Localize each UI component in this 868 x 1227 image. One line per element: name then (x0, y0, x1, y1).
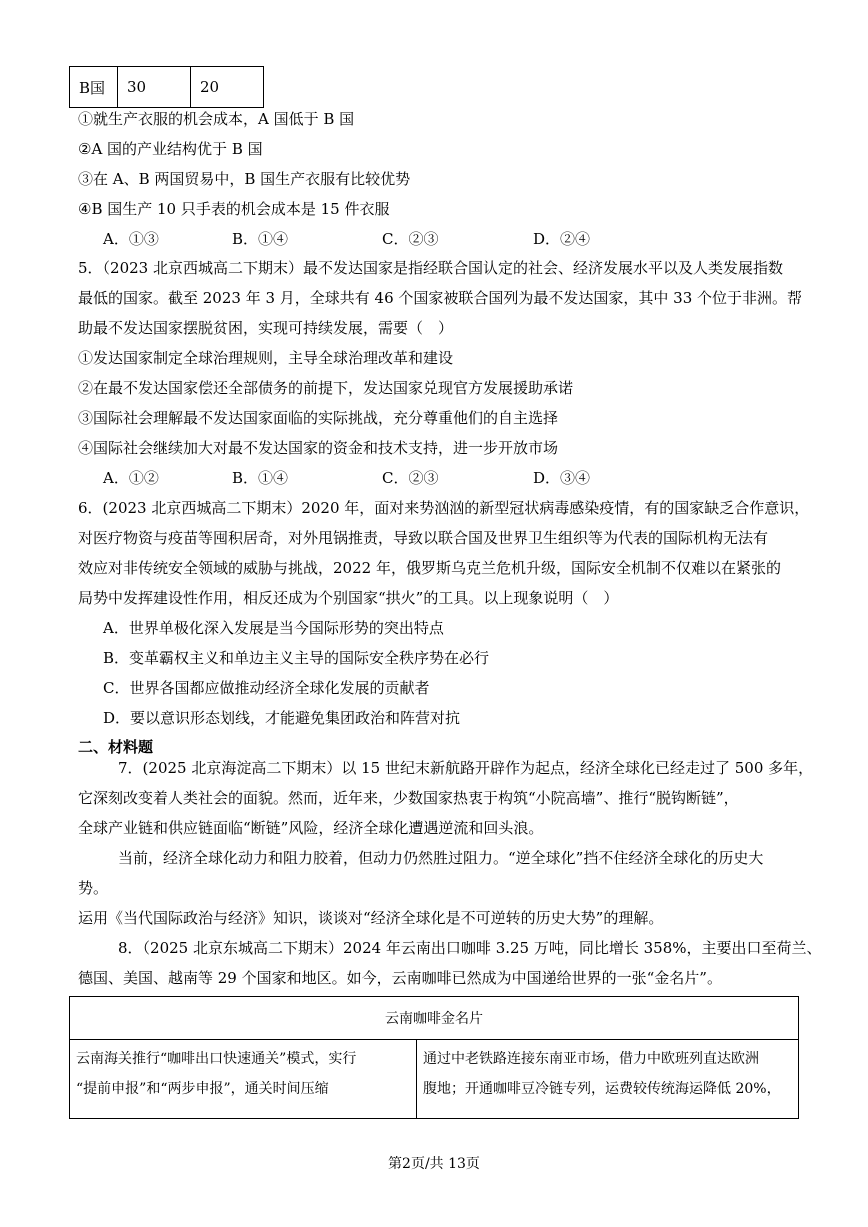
q4-statement-3: ③在 A、B 两国贸易中，B 国生产衣服有比较优势 (78, 170, 411, 188)
cell-line: “提前申报”和“两步申报”，通关时间压缩 (76, 1081, 329, 1097)
q4-statement-2: ②A 国的产业结构优于 B 国 (78, 140, 263, 158)
q7-question: 运用《当代国际政治与经济》知识，谈谈对“经济全球化是不可逆转的历史大势”的理解。 (78, 909, 664, 927)
table-cell (417, 1040, 799, 1119)
q5-option-c[interactable]: C．②③ (382, 469, 439, 487)
q5-stem-line: 最低的国家。截至 2023 年 3 月，全球共有 46 个国家被联合国列为最不发达国家，其中 33 个位于非洲。帮 (78, 289, 803, 307)
q7-line: 它深刻改变着人类社会的面貌。然而，近年来，少数国家热衷于构筑“小院高墙”、推行“脱钩断链”， (78, 789, 739, 807)
q4-option-c[interactable]: C．②③ (382, 230, 439, 248)
q6-stem-line: 局势中发挥建设性作用，相反还成为个别国家“拱火”的工具。以上现象说明（ ） (78, 589, 619, 607)
page-footer: 第2页/共 13页 (388, 1156, 480, 1172)
comparison-table-fragment (69, 66, 264, 108)
table-row (70, 997, 799, 1040)
cell-line: 腹地；开通咖啡豆冷链专列，运费较传统海运降低 20%， (423, 1081, 781, 1097)
q5-option-b[interactable]: B．①④ (232, 469, 289, 487)
q6-stem-line: 效应对非传统安全领域的威胁与挑战，2022 年，俄罗斯乌克兰危机升级，国际安全机制不仅难以在紧张的 (78, 559, 781, 577)
q6-option-a[interactable]: A．世界单极化深入发展是当今国际形势的突出特点 (103, 619, 444, 637)
table-row (70, 67, 264, 108)
q5-option-d[interactable]: D．③④ (533, 469, 591, 487)
coffee-table (69, 996, 799, 1119)
table-cell-value: 30 (118, 67, 191, 108)
table-cell-country: B国 (70, 67, 118, 108)
q6-stem-line: 6．(2023 北京西城高二下期末）2020 年，面对来势汹汹的新型冠状病毒感染疫情，有的国家缺乏合作意识， (78, 499, 810, 517)
table-cell (70, 1040, 417, 1119)
cell-line: 通过中老铁路连接东南亚市场，借力中欧班列直达欧洲 (423, 1051, 759, 1067)
q7-line: 势。 (78, 879, 109, 897)
q5-statement-1: ①发达国家制定全球治理规则，主导全球治理改革和建设 (78, 349, 454, 367)
q4-option-b[interactable]: B．①④ (232, 230, 289, 248)
q4-option-d[interactable]: D．②④ (533, 230, 591, 248)
q5-statement-3: ③国际社会理解最不发达国家面临的实际挑战，充分尊重他们的自主选择 (78, 409, 559, 427)
q7-line: 当前，经济全球化动力和阻力胶着，但动力仍然胜过阻力。“逆全球化”挡不住经济全球化的历史大 (118, 849, 764, 867)
table-row (70, 1040, 799, 1119)
q5-option-a[interactable]: A．①② (103, 469, 159, 487)
q6-option-c[interactable]: C．世界各国都应做推动经济全球化发展的贡献者 (103, 679, 430, 697)
q6-stem-line: 对医疗物资与疫苗等囤积居奇，对外甩锅推责，导致以联合国及世界卫生组织等为代表的国际机构无法有 (78, 529, 769, 547)
table-title: 云南咖啡金名片 (70, 997, 799, 1040)
section-heading: 二、材料题 (78, 738, 154, 756)
q4-statement-4: ④B 国生产 10 只手表的机会成本是 15 件衣服 (78, 200, 390, 218)
q6-option-b[interactable]: B．变革霸权主义和单边主义主导的国际安全秩序势在必行 (103, 649, 490, 667)
q4-statement-1: ①就生产衣服的机会成本，A 国低于 B 国 (78, 110, 355, 128)
q4-option-a[interactable]: A．①③ (103, 230, 159, 248)
q5-statement-2: ②在最不发达国家偿还全部债务的前提下，发达国家兑现官方发展援助承诺 (78, 379, 574, 397)
q6-option-d[interactable]: D．要以意识形态划线，才能避免集团政治和阵营对抗 (103, 709, 461, 727)
q8-line: 8．（2025 北京东城高二下期末）2024 年云南出口咖啡 3.25 万吨，同比增长 358%，主要出口至荷兰、 (118, 939, 822, 957)
q8-line: 德国、美国、越南等 29 个国家和地区。如今，云南咖啡已然成为中国递给世界的一张“金名片”。 (78, 969, 722, 987)
q5-statement-4: ④国际社会继续加大对最不发达国家的资金和技术支持，进一步开放市场 (78, 439, 559, 457)
q5-stem-line: 5．（2023 北京西城高二下期末）最不发达国家是指经联合国认定的社会、经济发展水平以及人类发展指数 (78, 259, 783, 277)
q7-line: 7．(2025 北京海淀高二下期末）以 15 世纪末新航路开辟作为起点，经济全球化已经走过了 500 多年， (118, 759, 814, 777)
table-cell-value: 20 (191, 67, 264, 108)
q7-line: 全球产业链和供应链面临“断链”风险，经济全球化遭遇逆流和回头浪。 (78, 819, 544, 837)
q5-stem-line: 助最不发达国家摆脱贫困，实现可持续发展，需要（ ） (78, 319, 454, 337)
cell-line: 云南海关推行“咖啡出口快速通关”模式，实行 (76, 1051, 357, 1067)
